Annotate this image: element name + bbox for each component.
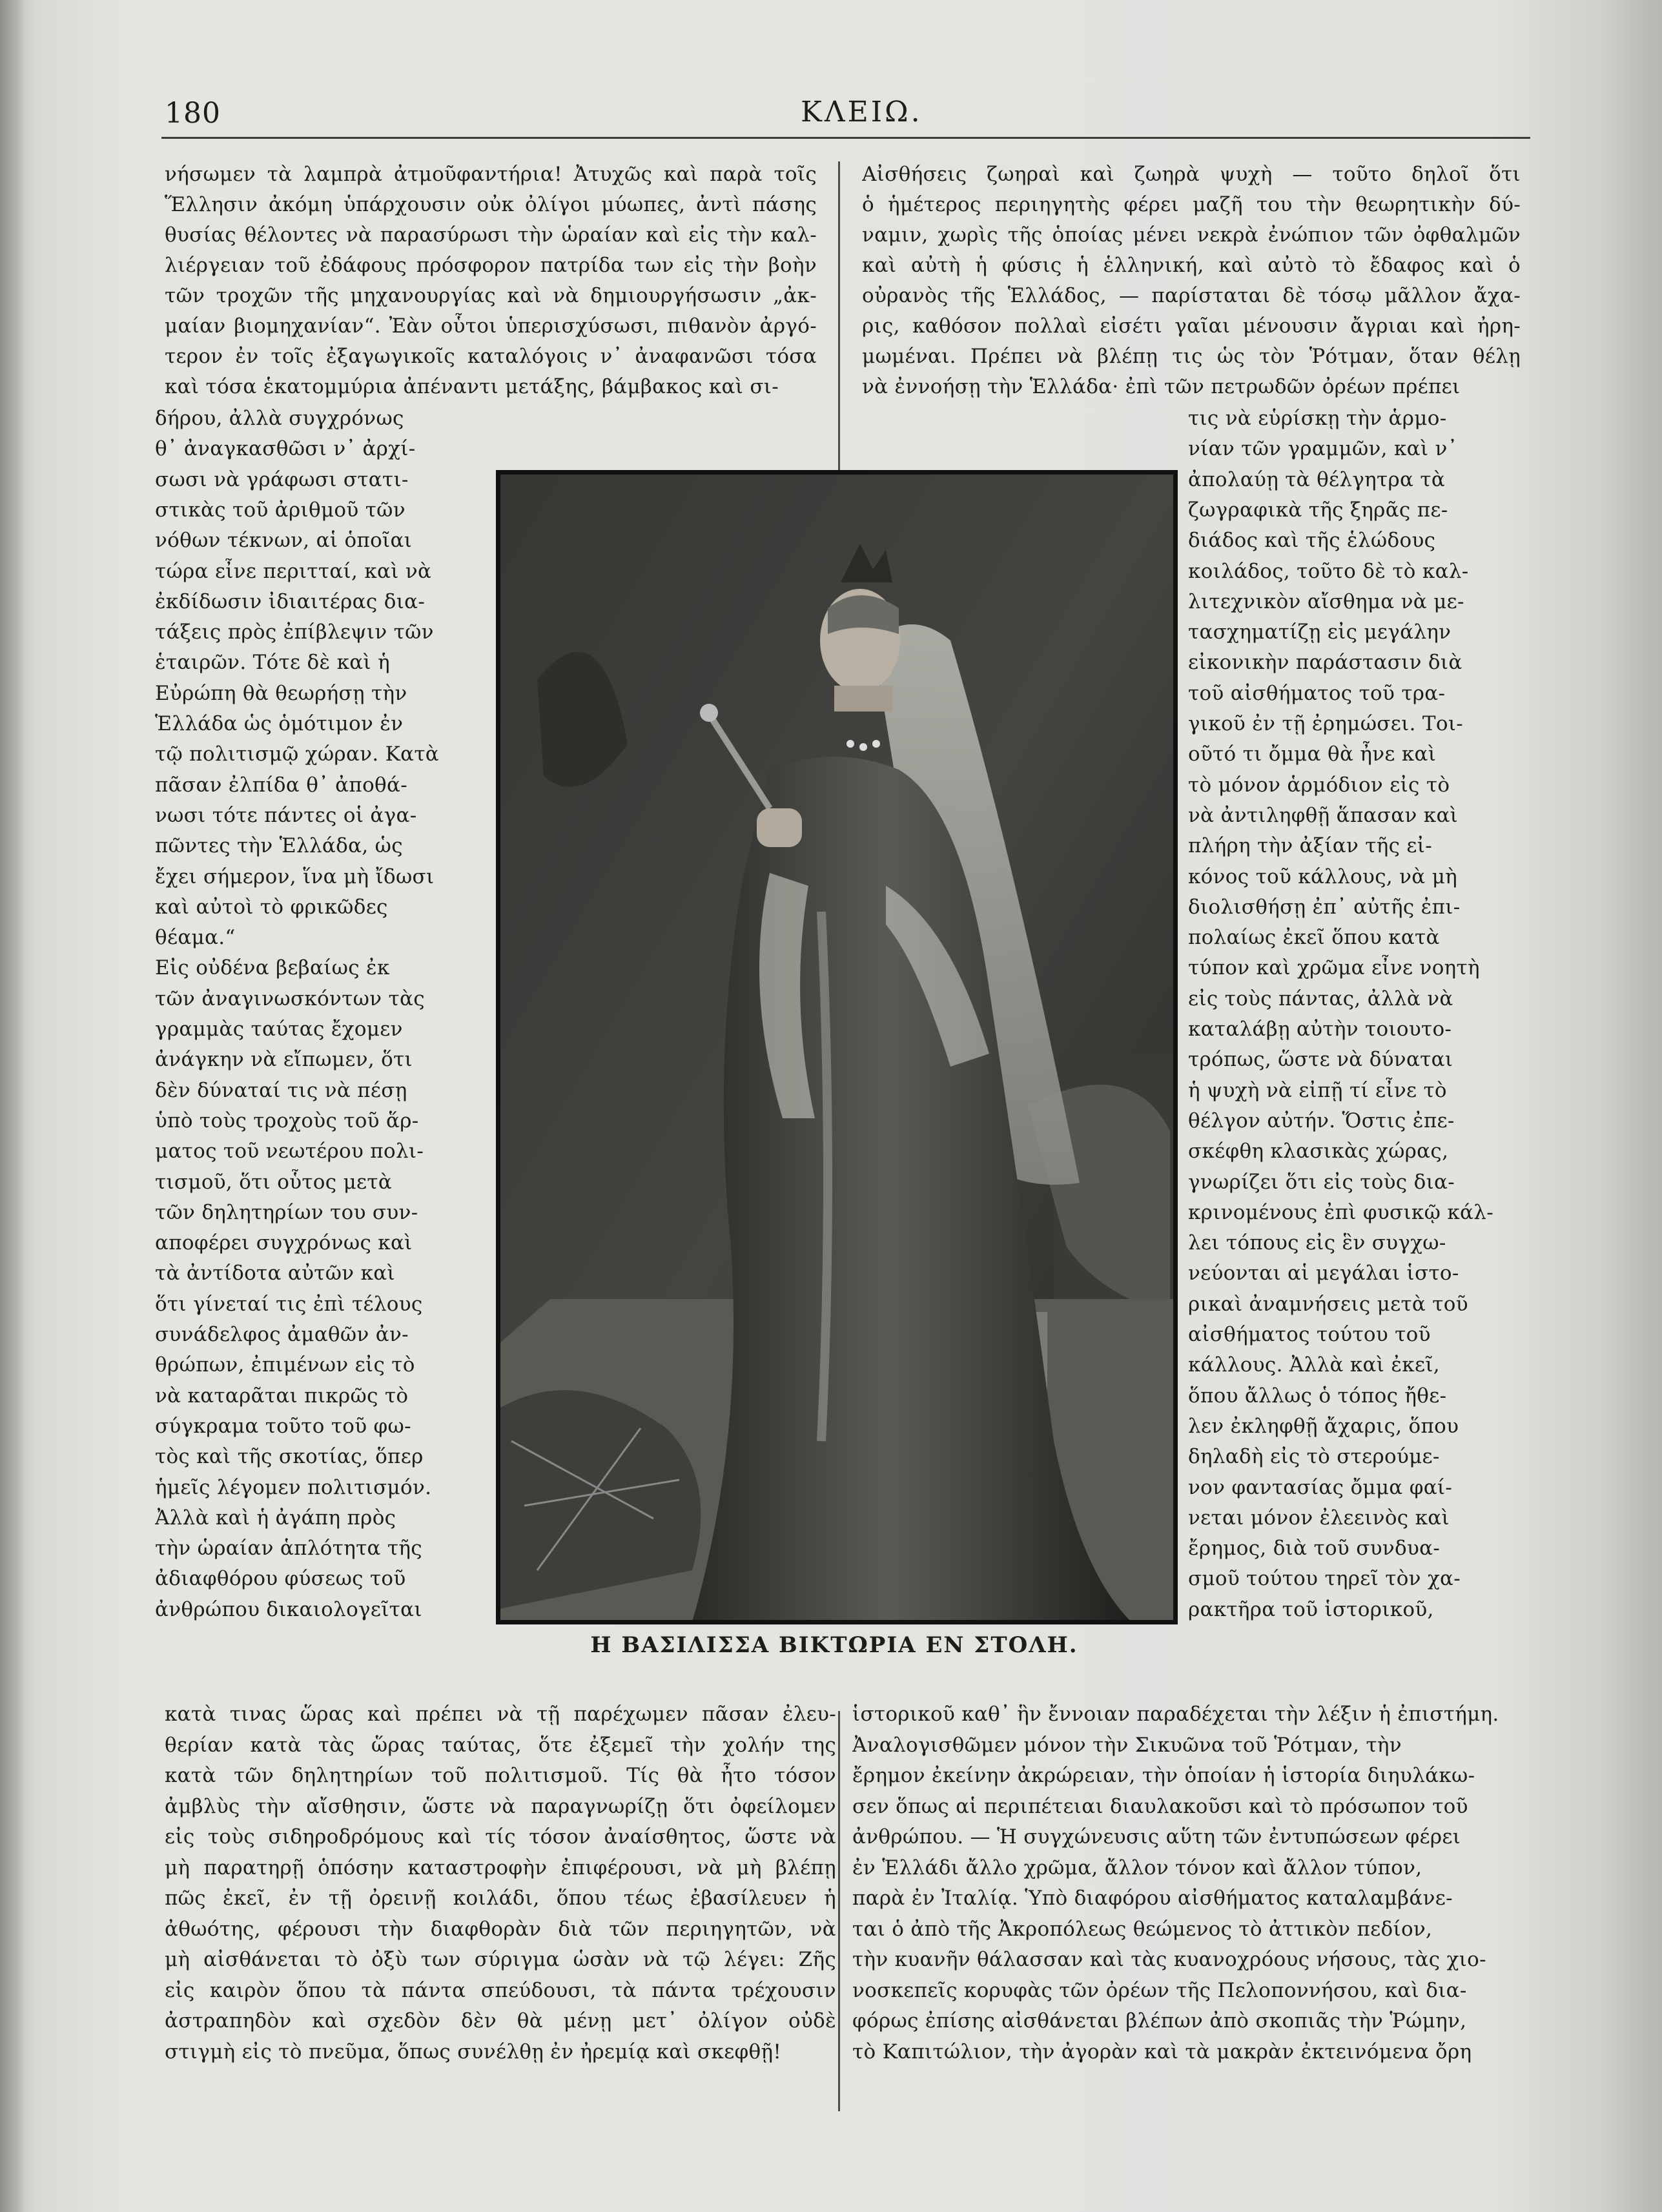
text-line: ἔρημον ἐκείνην ἀκρώρειαν, τὴν ὁποίαν ἡ ἱστορία διηυλάκω- xyxy=(852,1764,1475,1787)
text-line: καὶ τόσα ἑκατομμύρια ἀπέναντι μετάξης, βάμβακος καὶ σι- xyxy=(165,375,779,398)
text-line: σωσι νὰ γράφωσι στατι- xyxy=(155,467,409,491)
text-line: καὶ αὐτὴ ἡ φύσις ἡ ἑλληνική, καὶ αὐτὸ τὸ ἔδαφος καὶ ὁ xyxy=(862,254,1521,277)
text-line: νεύονται αἱ μεγάλαι ἱστο- xyxy=(1188,1262,1459,1285)
text-line: πλήρη τὴν ἀξίαν τῆς εἰ- xyxy=(1188,834,1432,858)
illustration-caption: Η ΒΑΣΙΛΙΣΣΑ ΒΙΚΤΩΡΙΑ ΕΝ ΣΤΟΛΗ. xyxy=(590,1632,1078,1658)
text-line: ἐν Ἑλλάδι ἄλλο χρῶμα, ἄλλον τόνον καὶ ἄλλον τύπον, xyxy=(852,1856,1422,1879)
column-divider-top xyxy=(838,161,840,471)
text-line: θέαμα.“ xyxy=(155,926,236,950)
text-line: πᾶσαν ἐλπίδα θ᾿ ἀποθά- xyxy=(155,773,408,797)
running-title: ΚΛΕΙΩ. xyxy=(801,96,923,128)
text-line: ἔχει σήμερον, ἵνα μὴ ἴδωσι xyxy=(155,865,435,888)
text-line: νὰ ἐννοήσῃ τὴν Ἑλλάδα· ἐπὶ τῶν πετρωδῶν ὀρέων πρέπει xyxy=(862,375,1461,398)
text-line: γραμμὰς ταύτας ἔχομεν xyxy=(155,1018,403,1041)
text-line: τὸς καὶ τῆς σκοτίας, ὅπερ xyxy=(155,1445,424,1469)
portrait-engraving xyxy=(496,470,1178,1624)
text-line: τὴν ὡραίαν ἁπλότητα τῆς xyxy=(155,1537,422,1561)
text-line: γνωρίζει ὅτι εἰς τοὺς δια- xyxy=(1188,1170,1455,1194)
text-line: πῶς ἐκεῖ, ἐν τῇ ὀρεινῇ κοιλάδι, ὅπου τέως ἐβασίλευεν ἡ xyxy=(165,1887,836,1910)
text-line: ρις, καθόσον πολλαὶ εἰσέτι γαῖαι μένουσιν ἄγριαι καὶ ἠρη- xyxy=(862,314,1521,338)
text-line: Αἰσθήσεις ζωηραὶ καὶ ζωηρὰ ψυχὴ — τοῦτο δηλοῖ ὅτι xyxy=(862,163,1521,186)
text-line: Ἀλλὰ καὶ ἡ ἀγάπη πρὸς xyxy=(155,1506,396,1530)
text-line: λιέργειαν τοῦ ἐδάφους πρόσφορον πατρίδα των εἰς τὴν βοὴν xyxy=(165,254,817,277)
text-line: στικὰς τοῦ ἀριθμοῦ τῶν xyxy=(155,498,405,522)
text-line: λιτεχνικὸν αἴσθημα νὰ με- xyxy=(1188,589,1464,613)
text-line: ἔρημος, διὰ τοῦ συνδυα- xyxy=(1188,1537,1441,1561)
text-line: καταλάβῃ αὐτὴν τοιουτο- xyxy=(1188,1018,1452,1041)
text-line: τῶν τροχῶν τῆς μηχανουργίας καὶ νὰ δημιουργήσωσιν „ἀκ- xyxy=(165,284,817,307)
text-line: τάξεις πρὸς ἐπίβλεψιν τῶν xyxy=(155,620,434,644)
text-line: ἀστραπηδὸν καὶ σχεδὸν δὲν θὰ μένῃ μετ᾿ ὀλίγον οὐδὲ xyxy=(165,2009,836,2033)
text-line: ματος τοῦ νεωτέρου πολι- xyxy=(155,1140,424,1163)
text-line: ἀνθρώπου δικαιολογεῖται xyxy=(155,1597,422,1621)
text-line: ται ὁ ἀπὸ τῆς Ἀκροπόλεως θεώμενος τὸ ἀττικὸν πεδίον, xyxy=(852,1917,1433,1941)
text-line: ρακτῆρα τοῦ ἱστορικοῦ, xyxy=(1188,1597,1434,1621)
binding-shadow xyxy=(0,0,26,2212)
text-line: νεται μόνον ἐλεεινὸς καὶ xyxy=(1188,1506,1450,1530)
text-line: τῶν δηλητηρίων του συν- xyxy=(155,1200,418,1224)
text-line: τρόπως, ὥστε νὰ δύναται xyxy=(1188,1048,1453,1072)
text-line: τισμοῦ, ὅτι οὗτος μετὰ xyxy=(155,1170,393,1194)
text-line: νίαν τῶν γραμμῶν, καὶ ν᾿ xyxy=(1188,437,1458,461)
text-line: ὅτι γίνεταί τις ἐπὶ τέλους xyxy=(155,1292,423,1316)
text-line: μωμέναι. Πρέπει νὰ βλέπῃ τις ὡς τὸν Ῥότμαν, ὅταν θέλῃ xyxy=(862,345,1521,368)
text-line: τὸ Καπιτώλιον, τὴν ἀγορὰν καὶ τὰ μακρὰν ἐκτεινόμενα ὄρη xyxy=(852,2040,1472,2064)
text-line: θ᾿ ἀναγκασθῶσι ν᾿ ἀρχί- xyxy=(155,437,416,461)
text-line: ἀνθρώπου. — Ἡ συγχώνευσις αὕτη τῶν ἐντυπώσεων φέρει xyxy=(852,1825,1461,1848)
text-line: ρικαὶ ἀναμνήσεις μετὰ τοῦ xyxy=(1188,1292,1468,1316)
text-line: θέλγον αὐτήν. Ὅστις ἐπε- xyxy=(1188,1109,1455,1132)
text-line: καὶ αὐτοὶ τὸ φρικῶδες xyxy=(155,895,388,919)
text-line: τὸ μόνον ἁρμόδιον εἰς τὸ xyxy=(1188,773,1450,797)
text-line: θρώπων, ἐπιμένων εἰς τὸ xyxy=(155,1353,415,1377)
text-line: γικοῦ ἐν τῇ ἐρημώσει. Τοι- xyxy=(1188,712,1464,735)
text-line: ἀπολαύῃ τὰ θέλγητρα τὰ xyxy=(1188,467,1446,491)
text-line: τὰ ἀντίδοτα αὐτῶν καὶ xyxy=(155,1262,395,1285)
text-line: Ἕλλησιν ἀκόμη ὑπάρχουσιν οὐκ ὀλίγοι μύωπες, ἀντὶ πάσης xyxy=(165,193,817,216)
text-line: ἀδιαφθόρου φύσεως τοῦ xyxy=(155,1567,406,1591)
text-line: νον φαντασίας ὄμμα φαί- xyxy=(1188,1475,1453,1499)
text-line: τῷ πολιτισμῷ χώραν. Κατὰ xyxy=(155,742,440,766)
text-line: κάλλους. Ἀλλὰ καὶ ἐκεῖ, xyxy=(1188,1353,1440,1377)
text-line: Ἑλλάδα ὡς ὁμότιμον ἐν xyxy=(155,712,404,735)
text-line: πῶντες τὴν Ἑλλάδα, ὡς xyxy=(155,834,403,858)
text-line: νοσκεπεῖς κορυφὰς τῶν ὀρέων τῆς Πελοποννήσου, καὶ δια- xyxy=(852,1978,1467,2002)
text-line: δηλαδὴ εἰς τὸ στερούμε- xyxy=(1188,1445,1440,1469)
text-line: ἑταιρῶν. Τότε δὲ καὶ ἡ xyxy=(155,651,390,675)
text-line: ἀθωότης, φέρουσι τὴν διαφθορὰν διὰ τῶν περιηγητῶν, νὰ xyxy=(165,1917,836,1941)
text-line: κόνος τοῦ κάλλους, νὰ μὴ xyxy=(1188,865,1458,888)
text-line: μαίαν βιομηχανίαν“. Ἐὰν οὗτοι ὑπερισχύσωσι, πιθανὸν ἀργό- xyxy=(165,314,817,338)
text-line: εἰς τοὺς σιδηροδρόμους καὶ τίς τόσον ἀναίσθητος, ὥστε νὰ xyxy=(165,1825,836,1848)
text-line: τερον ἐν τοῖς ἐξαγωγικοῖς καταλόγοις ν᾿ ἀναφανῶσι τόσα xyxy=(165,345,817,368)
text-line: νόθων τέκνων, αἱ ὁποῖαι xyxy=(155,529,413,553)
text-line: εἰκονικὴν παράστασιν διὰ xyxy=(1188,651,1462,675)
text-line: νὰ καταρᾶται πικρῶς τὸ xyxy=(155,1384,409,1408)
text-line: θερίαν κατὰ τὰς ὥρας ταύτας, ὅτε ἐξεμεῖ τὴν χολήν της xyxy=(165,1733,836,1757)
text-line: τις νὰ εὑρίσκῃ τὴν ἁρμο- xyxy=(1188,407,1447,430)
text-line: σκέφθη κλασικὰς χώρας, xyxy=(1188,1140,1449,1163)
text-line: λεν ἐκληφθῇ ἄχαρις, ὅπου xyxy=(1188,1414,1459,1438)
text-line: ζωγραφικὰ τῆς ξηρᾶς πε- xyxy=(1188,498,1448,522)
text-line: θυσίας θέλοντες νὰ παρασύρωσι τὴν ὡραίαν καὶ εἰς τὴν καλ- xyxy=(165,223,817,247)
text-line: διολισθήσῃ ἐπ᾿ αὐτῆς ἐπι- xyxy=(1188,895,1461,919)
text-line: οὐρανὸς τῆς Ἑλλάδος, — παρίσταται δὲ τόσῳ μᾶλλον ἄχα- xyxy=(862,284,1521,307)
text-line: λει τόπους εἰς ἓν συγχω- xyxy=(1188,1231,1446,1255)
header-rule xyxy=(161,137,1530,139)
text-line: δήρου, ἀλλὰ συγχρόνως xyxy=(155,407,404,430)
text-line: διάδος καὶ τῆς ἑλώδους xyxy=(1188,529,1436,553)
column-divider-bottom xyxy=(838,1711,840,2111)
text-line: ὅπου ἄλλως ὁ τόπος ἤθε- xyxy=(1188,1384,1447,1408)
text-line: κρινομένους ἐπὶ φυσικῷ κάλ- xyxy=(1188,1200,1493,1224)
queen-victoria-engraving xyxy=(498,473,1175,1622)
text-line: νωσι τότε πάντες οἱ ἀγα- xyxy=(155,803,417,827)
text-line: νὰ ἀντιληφθῇ ἅπασαν καὶ xyxy=(1188,803,1459,827)
text-line: Ἀναλογισθῶμεν μόνον τὴν Σικυῶνα τοῦ Ῥότμαν, τὴν xyxy=(852,1733,1402,1757)
text-line: ναμιν, χωρὶς τῆς ὁποίας μένει νεκρὰ ἐνώπιον τῶν ὀφθαλμῶν xyxy=(862,223,1521,247)
text-line: τασχηματίζῃ εἰς μεγάλην xyxy=(1188,620,1452,644)
text-line: σεν ὅπως αἱ περιπέτειαι διαυλακοῦσι καὶ τὸ πρόσωπον τοῦ xyxy=(852,1794,1468,1818)
text-line: Εἰς οὐδένα βεβαίως ἐκ xyxy=(155,956,390,980)
text-line: οῦτό τι ὄμμα θὰ ἦνε καὶ xyxy=(1188,742,1437,766)
text-line: τύπον καὶ χρῶμα εἶνε νοητὴ xyxy=(1188,956,1480,980)
text-line: δὲν δύναταί τις νὰ πέσῃ xyxy=(155,1078,407,1102)
text-line: σύγκραμα τοῦτο τοῦ φω- xyxy=(155,1414,411,1438)
text-line: κατὰ τῶν δηλητηρίων τοῦ πολιτισμοῦ. Τίς θὰ ἦτο τόσον xyxy=(165,1764,836,1787)
page-number: 180 xyxy=(165,97,221,130)
text-line: τὴν κυανῆν θάλασσαν καὶ τὰς κυανοχρόους νήσους, τὰς χιο- xyxy=(852,1948,1486,1971)
text-line: ἀνάγκην νὰ εἴπωμεν, ὅτι xyxy=(155,1048,413,1072)
text-line: παρὰ ἐν Ἰταλίᾳ. Ὑπὸ διαφόρου αἰσθήματος καταλαμβάνε- xyxy=(852,1887,1453,1910)
text-line: μὴ αἰσθάνεται τὸ ὀξὺ των σύριγμα ὡσὰν νὰ τῷ λέγει: Ζῆς xyxy=(165,1948,836,1971)
text-line: εἰς καιρὸν ὅπου τὰ πάντα σπεύδουσι, τὰ πάντα τρέχουσιν xyxy=(165,1978,836,2002)
text-line: πολαίως ἐκεῖ ὅπου κατὰ xyxy=(1188,926,1440,950)
text-line: κατὰ τινας ὥρας καὶ πρέπει νὰ τῇ παρέχωμεν πᾶσαν ἐλευ- xyxy=(165,1703,836,1726)
text-line: ὑπὸ τοὺς τροχοὺς τοῦ ἅρ- xyxy=(155,1109,419,1132)
text-line: συνάδελφος ἀμαθῶν ἀν- xyxy=(155,1323,409,1346)
text-line: ὁ ἡμέτερος περιηγητὴς φέρει μαζῆ του τὴν θεωρητικὴν δύ- xyxy=(862,193,1521,216)
text-line: μὴ παρατηρῇ ὁπόσην καταστροφὴν ἐπιφέρουσι, νὰ μὴ βλέπῃ xyxy=(165,1856,836,1879)
text-line: αἰσθήματος τούτου τοῦ xyxy=(1188,1323,1431,1346)
text-line: τώρα εἶνε περιτταί, καὶ νὰ xyxy=(155,559,432,583)
text-line: ἀμβλὺς τὴν αἴσθησιν, ὥστε νὰ παραγνωρίζῃ ὅτι ὀφείλομεν xyxy=(165,1794,836,1818)
text-line: ἱστορικοῦ καθ᾿ ἣν ἔννοιαν παραδέχεται τὴν λέξιν ἡ ἐπιστήμη. xyxy=(852,1703,1499,1726)
text-line: τοῦ αἰσθήματος τοῦ τρα- xyxy=(1188,681,1446,705)
text-line: κοιλάδος, τοῦτο δὲ τὸ καλ- xyxy=(1188,559,1469,583)
text-line: ἡμεῖς λέγομεν πολιτισμόν. xyxy=(155,1475,432,1499)
text-line: εἰς τοὺς πάντας, ἀλλὰ νὰ xyxy=(1188,987,1453,1010)
text-line: στιγμὴ εἰς τὸ πνεῦμα, ὅπως συνέλθῃ ἐν ἠρεμίᾳ καὶ σκεφθῇ! xyxy=(165,2040,782,2064)
text-line: σμοῦ τούτου τηρεῖ τὸν χα- xyxy=(1188,1567,1461,1591)
text-line: ἡ ψυχὴ νὰ εἰπῇ τί εἶνε τὸ xyxy=(1188,1078,1447,1102)
text-line: φόρως ἐπίσης αἰσθάνεται βλέπων ἀπὸ σκοπιᾶς τὴν Ῥώμην, xyxy=(852,2009,1467,2033)
text-line: ἐκδίδωσιν ἰδιαιτέρας δια- xyxy=(155,589,426,613)
text-line: τῶν ἀναγινωσκόντων τὰς xyxy=(155,987,425,1010)
text-line: αποφέρει συγχρόνως καὶ xyxy=(155,1231,413,1255)
text-line: νήσωμεν τὰ λαμπρὰ ἀτμοῦφαντήρια! Ἀτυχῶς καὶ παρὰ τοῖς xyxy=(165,163,817,186)
text-line: Εὐρώπη θὰ θεωρήσῃ τὴν xyxy=(155,681,407,705)
